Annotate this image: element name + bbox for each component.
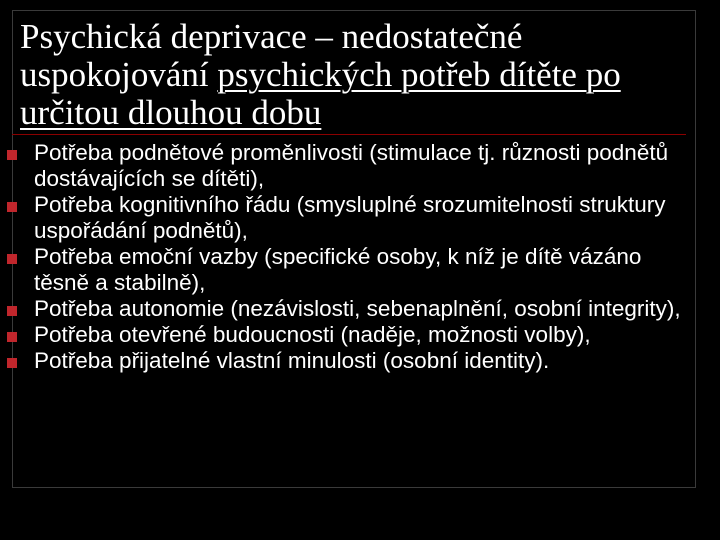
square-bullet-icon (7, 254, 17, 264)
bullet-item (0, 192, 700, 244)
bullet-item (0, 244, 700, 296)
square-bullet-icon (7, 150, 17, 160)
bullet-list (0, 140, 700, 374)
square-bullet-icon (7, 202, 17, 212)
bullet-text: Potřeba podnětové proměnlivosti (stimulace tj. různosti podnětů dostávajících se dítěti), (34, 140, 669, 191)
bullet-text: Potřeba otevřené budoucnosti (naděje, možnosti volby), (34, 322, 591, 347)
square-bullet-icon (7, 332, 17, 342)
title-text: Psychická deprivace – nedostatečné uspokojování (20, 17, 523, 94)
bullet-item (0, 348, 700, 374)
bullet-text: Potřeba přijatelné vlastní minulosti (osobní identity). (34, 348, 550, 373)
bullet-item (0, 296, 700, 322)
square-bullet-icon (7, 358, 17, 368)
bullet-text: Potřeba autonomie (nezávislosti, sebenaplnění, osobní integrity), (34, 296, 681, 321)
slide-title (20, 18, 690, 132)
bullet-item (0, 322, 700, 348)
square-bullet-icon (7, 306, 17, 316)
bullet-text: Potřeba emoční vazby (specifické osoby, k níž je dítě vázáno těsně a stabilně), (34, 244, 642, 295)
title-divider (12, 134, 686, 135)
bullet-item (0, 140, 700, 192)
title-underlined-text: psychických potřeb dítěte po určitou dlouhou dobu (20, 55, 621, 132)
bullet-text: Potřeba kognitivního řádu (smysluplné srozumitelnosti struktury uspořádání podnětů), (34, 192, 666, 243)
